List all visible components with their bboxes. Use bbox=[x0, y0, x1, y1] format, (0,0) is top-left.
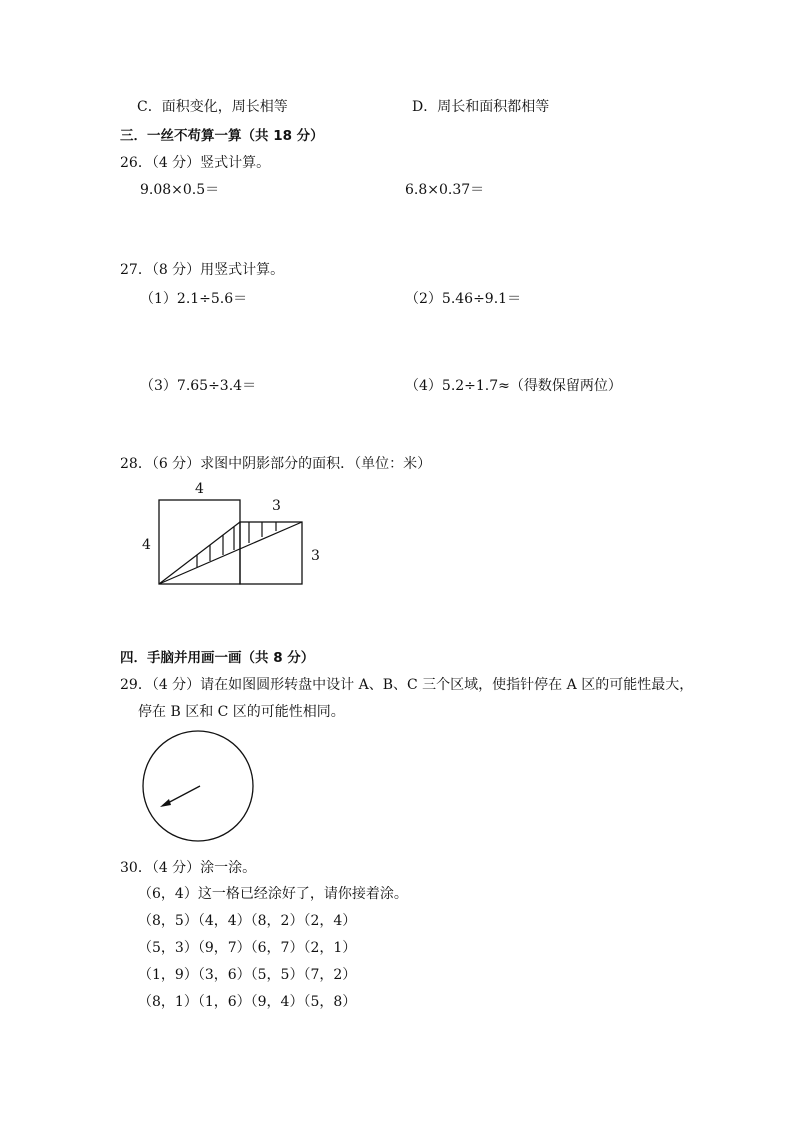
label-small-top: 3 bbox=[272, 498, 281, 514]
label-big-left: 4 bbox=[142, 537, 151, 553]
section-4-title: 四．手脑并用画一画（共 8 分） bbox=[120, 650, 315, 666]
option-d: D．周长和面积都相等 bbox=[412, 99, 550, 115]
section-3-title: 三．一丝不苟算一算（共 18 分） bbox=[120, 128, 324, 144]
q26-item-2: 6.8×0.37＝ bbox=[405, 182, 485, 198]
option-c: C．面积变化，周长相等 bbox=[137, 99, 288, 115]
big-square bbox=[159, 500, 240, 584]
q30-line-2: （8，5）（4，4）（8，2）（2，4） bbox=[138, 913, 357, 929]
q26-stem: 26．（4 分）竖式计算。 bbox=[120, 155, 271, 171]
q30-line-3: （5，3）（9，7）（6，7）（2，1） bbox=[138, 940, 357, 956]
q28-stem: 28．（6 分）求图中阴影部分的面积．（单位：米） bbox=[120, 456, 432, 472]
q27-item-2: （2）5.46÷9.1＝ bbox=[405, 291, 522, 307]
q30-line-1: （6，4）这一格已经涂好了，请你接着涂。 bbox=[138, 886, 408, 902]
label-big-top: 4 bbox=[195, 481, 204, 497]
q26-item-1: 9.08×0.5＝ bbox=[140, 182, 220, 198]
diagonal-to-small-corner bbox=[159, 522, 302, 584]
q27-item-1: （1）2.1÷5.6＝ bbox=[140, 291, 248, 307]
label-small-right: 3 bbox=[311, 548, 320, 564]
q29-spinner-figure bbox=[138, 728, 260, 848]
q29-stem-line2: 停在 B 区和 C 区的可能性相同。 bbox=[138, 704, 345, 720]
q27-item-4: （4）5.2÷1.7≈（得数保留两位） bbox=[405, 378, 622, 394]
q30-line-5: （8，1）（1，6）（9，4）（5，8） bbox=[138, 994, 357, 1010]
q30-line-4: （1，9）（3，6）（5，5）（7，2） bbox=[138, 967, 357, 983]
q30-stem: 30．（4 分）涂一涂。 bbox=[120, 860, 257, 876]
q29-stem-line1: 29．（4 分）请在如图圆形转盘中设计 A、B、C 三个区域，使指针停在 A 区的可能性最大， bbox=[120, 677, 694, 693]
shading-hatch bbox=[197, 522, 276, 567]
pointer-arrowhead-icon bbox=[160, 799, 171, 807]
q27-stem: 27．（8 分）用竖式计算。 bbox=[120, 262, 285, 278]
q28-shaded-area-figure bbox=[130, 475, 340, 595]
q27-item-3: （3）7.65÷3.4＝ bbox=[140, 378, 257, 394]
diagonal-big-square bbox=[159, 522, 240, 584]
spinner-circle bbox=[143, 731, 253, 841]
